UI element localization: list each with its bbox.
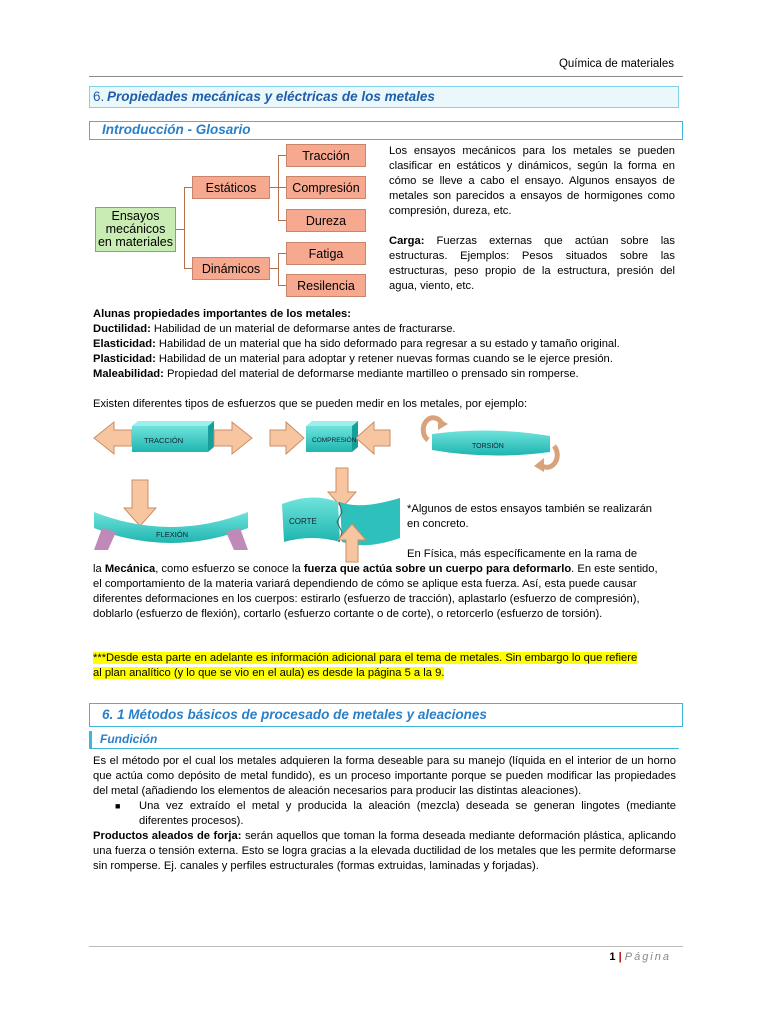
corte-illustration [282,468,400,562]
page-word: Página [624,951,671,963]
flexion-illustration [94,480,248,550]
property-item [93,322,683,337]
forja-definition: serán aquellos que toman la forma deseada mediante deformación plástica, aplicando una fuerza o tensión externa. Esto se logra gracias a la elevada ductilidad de los metales que les permite deformarse sin romperse. Ej. canales y perfiles estructurales (formas extruidas, laminadas y forjadas). [93,830,676,872]
forja-term: Productos aleados de forja: [93,830,242,842]
property-term: Maleabilidad: [93,368,164,380]
properties-heading: Alunas propiedades importantes de los metales: [93,308,352,320]
diagram-root-line: Ensayos [111,209,160,223]
properties-block [93,307,683,382]
corte-label: CORTE [289,517,317,526]
carga-definition: Fuerzas externas que actúan sobre las estructuras. Ejemplos: Pesos situados sobre las estructuras, peso propio de la estructura, presión del agua, viento, etc. [389,235,675,292]
carga-term: Carga: [389,235,425,247]
concrete-note [407,502,683,532]
text-run: la [93,563,105,575]
compresion-label: COMPRESIÓN [312,437,357,444]
force-definition: fuerza que actúa sobre un cuerpo para deformarlo [303,563,572,575]
connector [278,220,286,221]
bullet-text: Una vez extraído el metal y producida la aleación (mezcla) deseada se generan lingotes (mediante diferentes procesos). [139,800,676,827]
diagram-dureza-box: Dureza [286,209,366,232]
mecanica-line: doblarlo (esfuerzo de flexión), cortarlo (esfuerzo cortante o de corte), o retorcerlo (esfuerzo de torsión). [93,608,603,620]
flexion-label: FLEXIÓN [156,530,189,539]
stress-intro: Existen diferentes tipos de esfuerzos que se pueden medir en los metales, por ejemplo: [93,398,528,410]
highlighted-note [93,651,685,681]
property-item [93,367,683,382]
connector [278,253,279,285]
connector [278,253,286,254]
connector [184,187,185,269]
bullet-square-icon: ■ [115,801,121,811]
left-support [94,528,116,550]
connector [278,285,286,286]
connector [184,268,192,269]
property-definition: Habilidad de un material de deformarse antes de fracturarse. [150,323,456,335]
traccion-illustration [94,421,252,454]
connector [278,155,279,221]
compresion-illustration [270,421,390,454]
text-run: , como esfuerzo se conoce la [155,563,304,575]
torsion-illustration [420,412,560,474]
connector [184,187,192,188]
down-arrow-shape [124,480,156,526]
property-term: Ductilidad: [93,323,151,335]
left-arrow-shape [94,422,132,454]
text-run: . En este sentido, [571,563,658,575]
property-definition: Habilidad de un material que ha sido deformado para regresar a su estado y tamaño original. [155,338,620,350]
property-definition: Habilidad de un material para adoptar y retener nuevas formas cuando se le ejerce presión. [155,353,613,365]
subsection-heading-intro [89,121,683,140]
diagram-resilencia-box: Resilencia [286,274,366,297]
right-arrowhead [534,458,544,472]
connector [278,155,286,156]
subsection-heading-fundicion [89,731,679,749]
section-number: 6. [93,89,105,104]
diagram-root-box [95,207,176,252]
property-term: Elasticidad: [93,338,156,350]
section-heading-6 [89,86,679,108]
concrete-note-line: *Algunos de estos ensayos también se realizarán [407,503,653,515]
connector [270,187,278,188]
intro-paragraph: Los ensayos mecánicos para los metales se pueden clasificar en estáticos y dinámicos, según la forma en cómo se lleve a cabo el ensayo. Algunos ensayos de metales son parecidos a ensayos de hormigones como compresión, dureza, etc. [389,145,675,217]
left-arrow-shape [356,422,390,454]
right-arrow-shape [270,422,304,454]
stress-illustrations [90,412,400,572]
fundicion-paragraph: Es el método por el cual los metales adquieren la forma deseable para su manejo (líquida en el interior de un horno que actúa como depósito de metal fundido), es un proceso importante porque se pueden modificar las propiedades del metal (añadiendo los elementos de aleación necesarios para producir las distintas aleaciones). [93,755,676,797]
right-arrow-shape [214,422,252,454]
forja-paragraph [93,829,676,874]
diagram-root-line: mecánicos [105,222,166,236]
property-item [93,352,683,367]
highlight-line: ***Desde esta parte en adelante es información adicional para el tema de metales. Sin embargo lo que refiere [93,652,638,664]
property-definition: Propiedad del material de deformarse mediante martilleo o prensado sin romperse. [163,368,579,380]
torsion-label: TORSIÓN [472,443,504,450]
right-support [226,528,248,550]
diagram-fatiga-box: Fatiga [286,242,366,265]
section-title: 6. 1 Métodos básicos de procesado de metales y aleaciones [102,707,487,722]
subsection-title: Introducción - Glosario [102,122,251,137]
section-heading-6-1 [89,703,683,727]
header-rule [89,76,683,77]
concrete-note-line: en concreto. [407,518,469,530]
page-number: 1 [609,951,616,963]
mecanica-line: diferentes deformaciones en los cuerpos: estirarlo (esfuerzo de tracción), aplastarlo (esfuerzo de compresión), [93,593,640,605]
connector [278,187,286,188]
block-top [306,421,358,426]
connector [176,229,184,230]
diagram-compresion-box: Compresión [286,176,366,199]
mecanica-paragraph [93,562,685,622]
mecanica-term: Mecánica [104,563,156,575]
section-title: Propiedades mecánicas y eléctricas de los metales [107,89,435,104]
footer-rule [89,946,683,947]
subsection-title: Fundición [100,732,158,746]
property-item [93,337,683,352]
footer-separator: | [618,951,622,963]
traccion-label: TRACCIÓN [144,436,184,445]
connector [270,268,278,269]
diagram-traccion-box: Tracción [286,144,366,167]
property-term: Plasticidad: [93,353,156,365]
document-header-title: Química de materiales [558,58,674,70]
mecanica-line: el comportamiento de la materia variará dependiendo de cómo se aplique esta fuerza. Así, esta puede causar [93,578,637,590]
block-side [208,421,214,452]
page-footer [609,951,671,963]
carga-paragraph [389,234,675,294]
block-top [132,421,214,426]
diagram-root-line: en materiales [97,235,174,249]
mecanica-line1: En Física, más específicamente en la rama de [407,548,638,560]
fundicion-bullet-item [115,799,676,829]
diagram-static-box: Estáticos [192,176,270,199]
left-arrowhead [438,418,448,430]
diagram-dynamic-box: Dinámicos [192,257,270,280]
highlight-line: al plan analítico (y lo que se vio en el aula) es desde la página 5 a la 9. [93,667,445,679]
